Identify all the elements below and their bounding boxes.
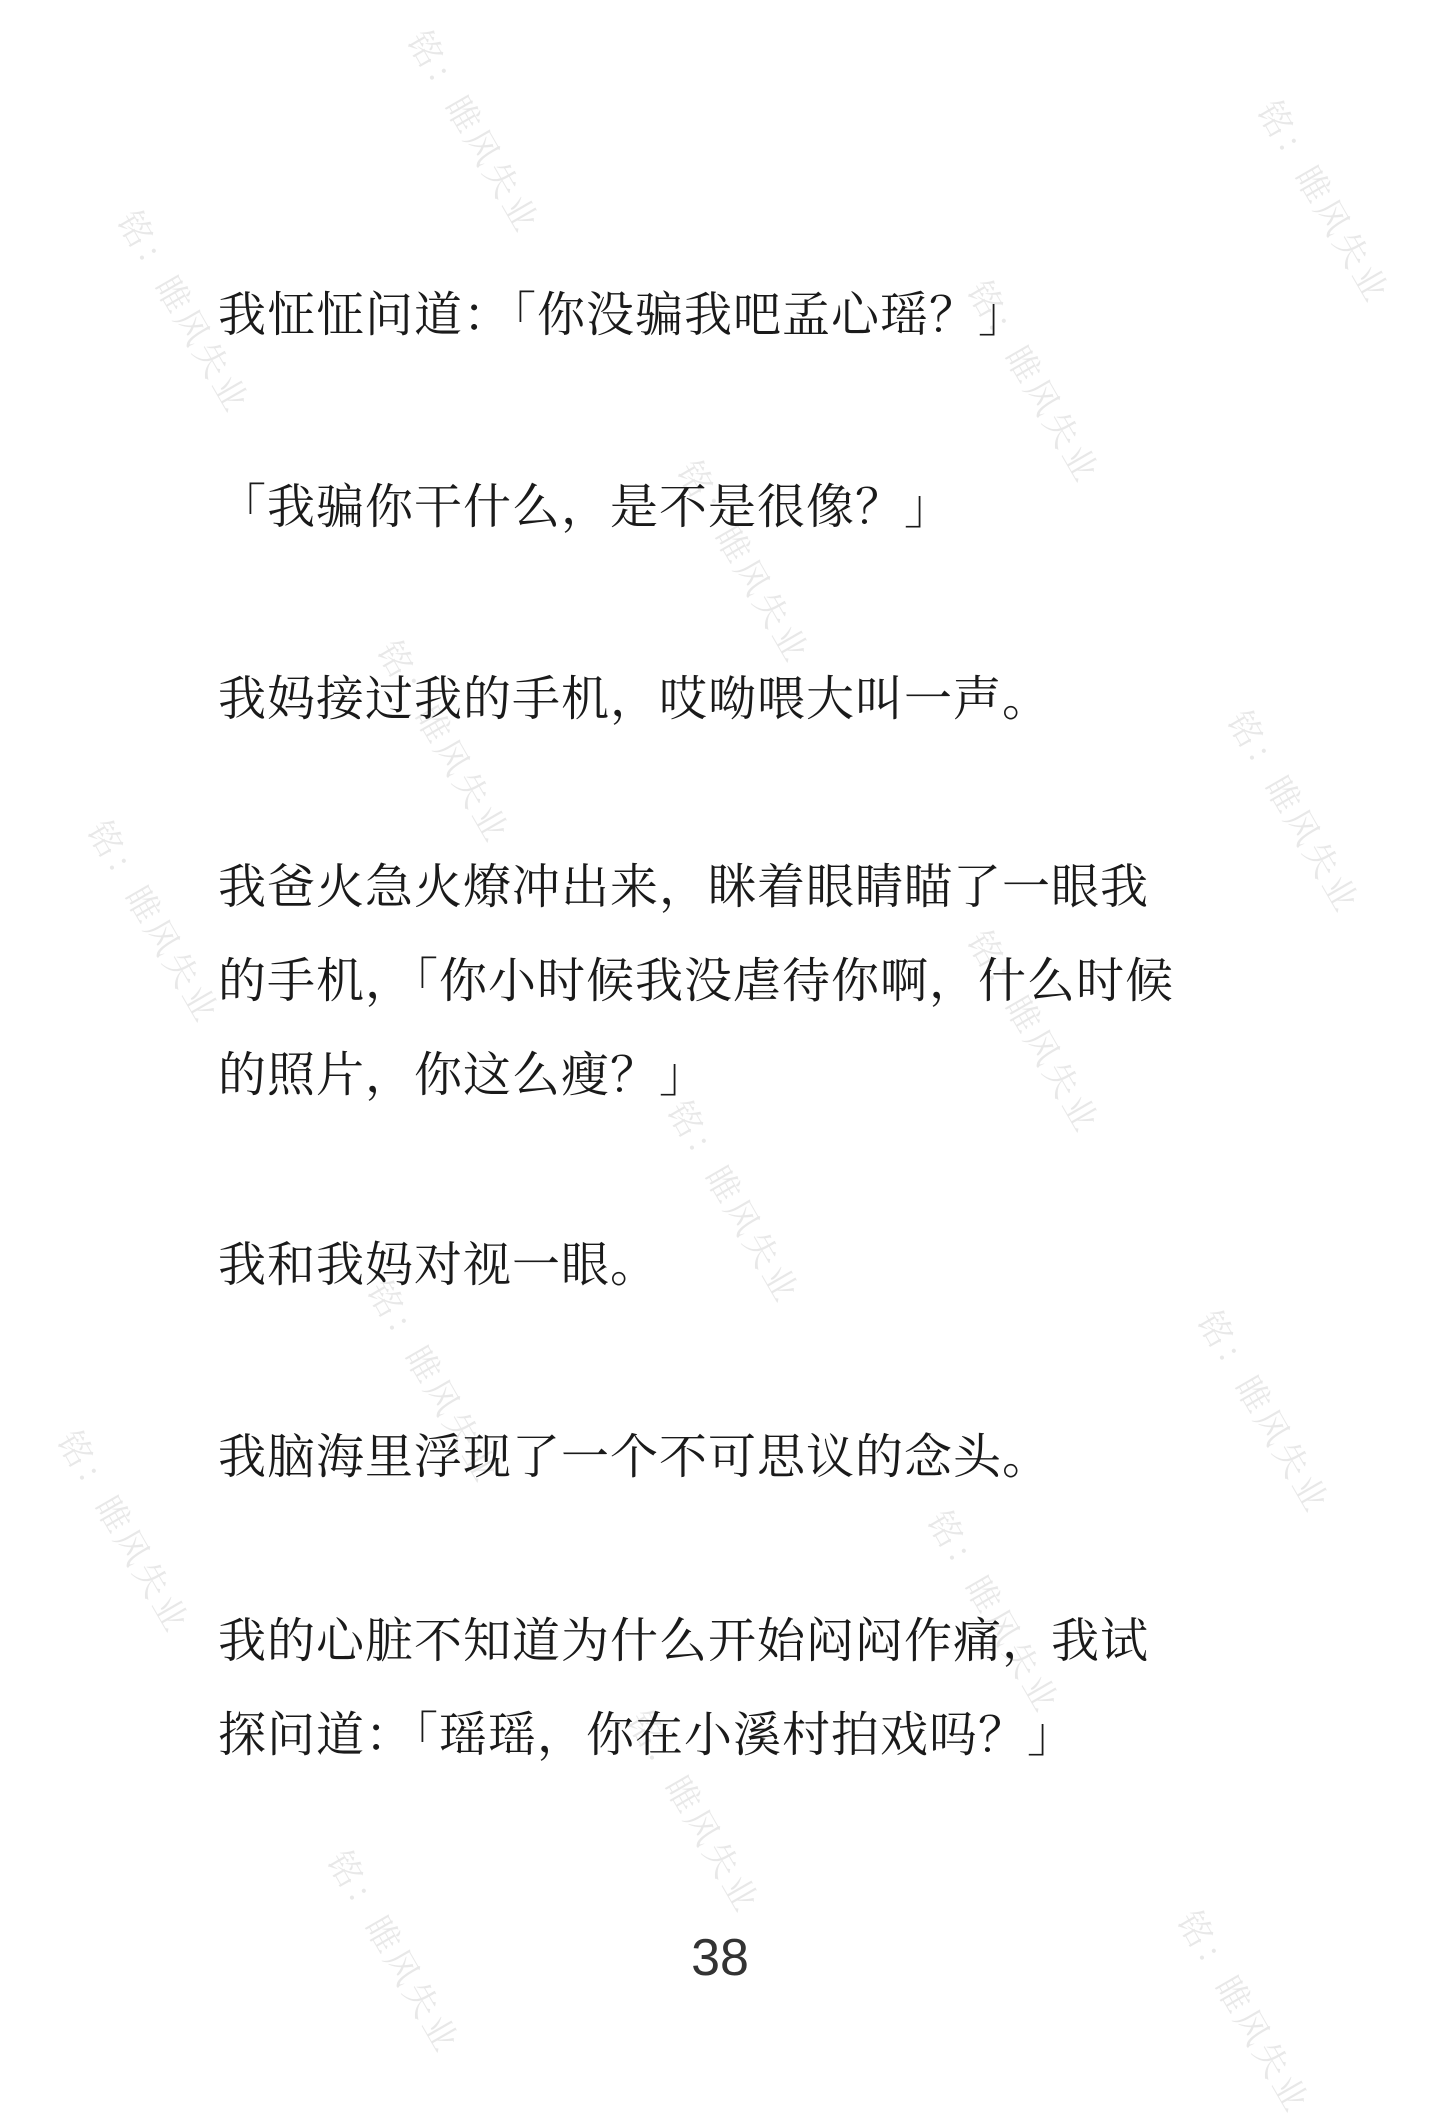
text-line: 的手机，「你小时候我没虐待你啊，什么时候 (218, 953, 1175, 1009)
watermark: 铭：睢风失业 (958, 924, 1108, 1142)
watermark: 铭：睢风失业 (48, 1424, 198, 1642)
paragraph (218, 1594, 1228, 1782)
text-line: 我和我妈对视一眼。 (218, 1237, 660, 1293)
watermark: 铭：睢风失业 (1218, 704, 1368, 922)
paragraph (218, 840, 1228, 1122)
paragraph (218, 1218, 659, 1312)
watermark: 铭：睢风失业 (398, 24, 548, 242)
text-line: 我爸火急火燎冲出来，眯着眼睛瞄了一眼我 (218, 859, 1150, 915)
watermark: 铭：睢风失业 (658, 1094, 808, 1312)
text-line: 我怔怔问道：「你没骗我吧孟心瑶？」 (218, 287, 1028, 343)
text-line: 我的心脏不知道为什么开始闷闷作痛，我试 (218, 1613, 1150, 1669)
paragraph (218, 1410, 1051, 1504)
watermark: 铭：睢风失业 (358, 1274, 508, 1492)
text-line: 我妈接过我的手机，哎呦喂大叫一声。 (218, 671, 1052, 727)
page-number: 38 (691, 1929, 749, 1987)
watermark: 铭：睢风失业 (108, 204, 258, 422)
watermark: 铭：睢风失业 (618, 1704, 768, 1922)
text-line: 探问道：「瑶瑶，你在小溪村拍戏吗？」 (218, 1707, 1077, 1763)
text-line: 的照片，你这么瘦？」 (218, 1047, 709, 1103)
watermark: 铭：睢风失业 (668, 454, 818, 672)
watermark: 铭：睢风失业 (1188, 1304, 1338, 1522)
watermark: 铭：睢风失业 (958, 274, 1108, 492)
watermark: 铭：睢风失业 (368, 634, 518, 852)
paragraph (218, 460, 953, 554)
text-line: 我脑海里浮现了一个不可思议的念头。 (218, 1429, 1052, 1485)
watermark: 铭：睢风失业 (78, 814, 228, 1032)
watermark: 铭：睢风失业 (318, 1844, 468, 2062)
watermark: 铭：睢风失业 (1168, 1904, 1318, 2122)
paragraph (218, 652, 1051, 746)
text-line: 「我骗你干什么，是不是很像？」 (218, 479, 954, 535)
watermark: 铭：睢风失业 (1248, 94, 1398, 312)
watermark: 铭：睢风失业 (918, 1504, 1068, 1722)
paragraph (218, 268, 1027, 362)
